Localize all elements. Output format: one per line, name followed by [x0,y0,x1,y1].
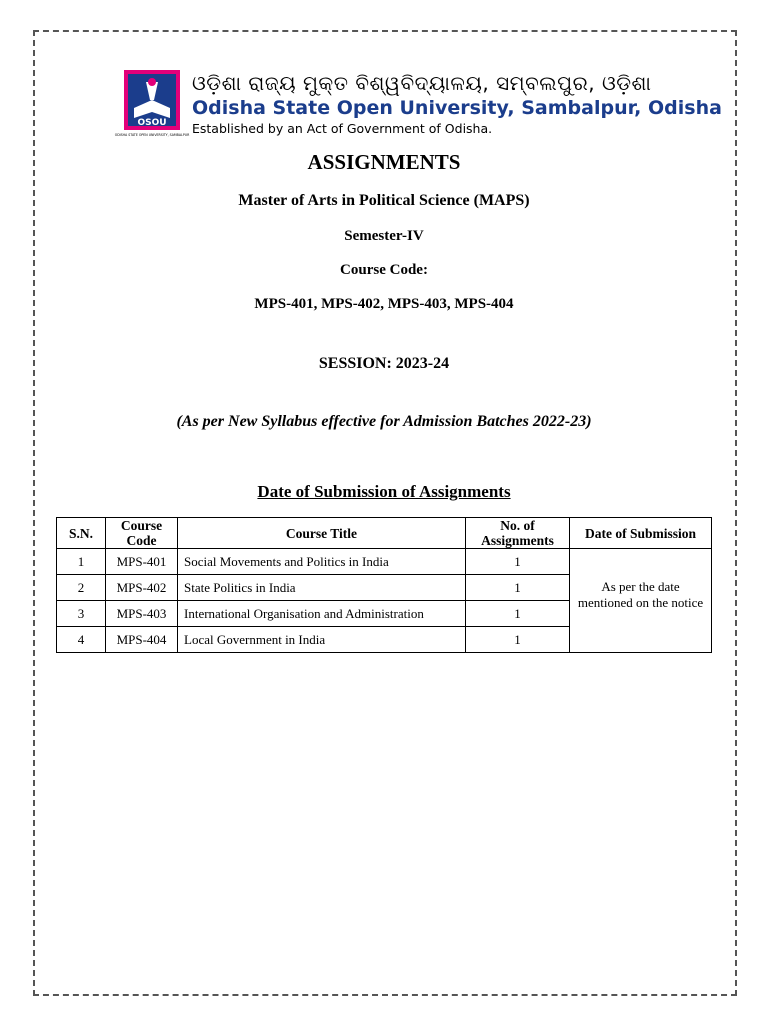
cell-num: 1 [466,575,570,601]
cell-title: Local Government in India [178,627,466,653]
table-header-row [57,518,712,549]
cell-num: 1 [466,627,570,653]
semester: Semester-IV [344,228,424,244]
header-course-code: Course Code [106,518,178,549]
cell-sn: 3 [57,601,106,627]
session: SESSION: 2023-24 [318,355,450,372]
osou-logo [114,70,190,138]
university-name: Odisha State Open University, Sambalpur, Odisha [192,97,722,119]
course-codes: MPS-401, MPS-402, MPS-403, MPS-404 [254,296,514,312]
page-title: ASSIGNMENTS [307,150,461,174]
cell-title: State Politics in India [178,575,466,601]
cell-code: MPS-403 [106,601,178,627]
header-text [192,70,722,138]
odia-title: ଓଡ଼ିଶା ରାଜ୍ୟ ମୁକ୍ତ ବିଶ୍ୱବିଦ୍ୟାଳୟ, ସମ୍ବଲପୁର, ଓଡ଼ିଶା [192,71,652,95]
cell-code: MPS-402 [106,575,178,601]
established-line: Established by an Act of Government of Odisha. [192,121,493,136]
cell-title: Social Movements and Politics in India [178,549,466,575]
logo-text: OSOU [137,118,167,128]
course-code-label: Course Code: [340,262,428,278]
cell-sn: 4 [57,627,106,653]
table-title: Date of Submission of Assignments [257,482,511,501]
cell-code: MPS-404 [106,627,178,653]
syllabus-note: (As per New Syllabus effective for Admission Batches 2022-23) [176,413,592,430]
cell-sn: 1 [57,549,106,575]
header-num-assignments: No. of Assignments [466,518,570,549]
table-row [57,549,712,575]
cell-sn: 2 [57,575,106,601]
program-name: Master of Arts in Political Science (MAPS) [238,192,530,209]
university-header [114,70,722,140]
cell-code: MPS-401 [106,549,178,575]
submission-table [56,517,712,653]
cell-date-note: As per the date mentioned on the notice [570,549,712,653]
header-date-submission: Date of Submission [570,518,712,549]
cell-title: International Organisation and Administration [178,601,466,627]
header-sn: S.N. [57,518,106,549]
cell-num: 1 [466,601,570,627]
cell-num: 1 [466,549,570,575]
logo-caption: ODISHA STATE OPEN UNIVERSITY, SAMBALPUR [114,133,190,137]
header-course-title: Course Title [178,518,466,549]
